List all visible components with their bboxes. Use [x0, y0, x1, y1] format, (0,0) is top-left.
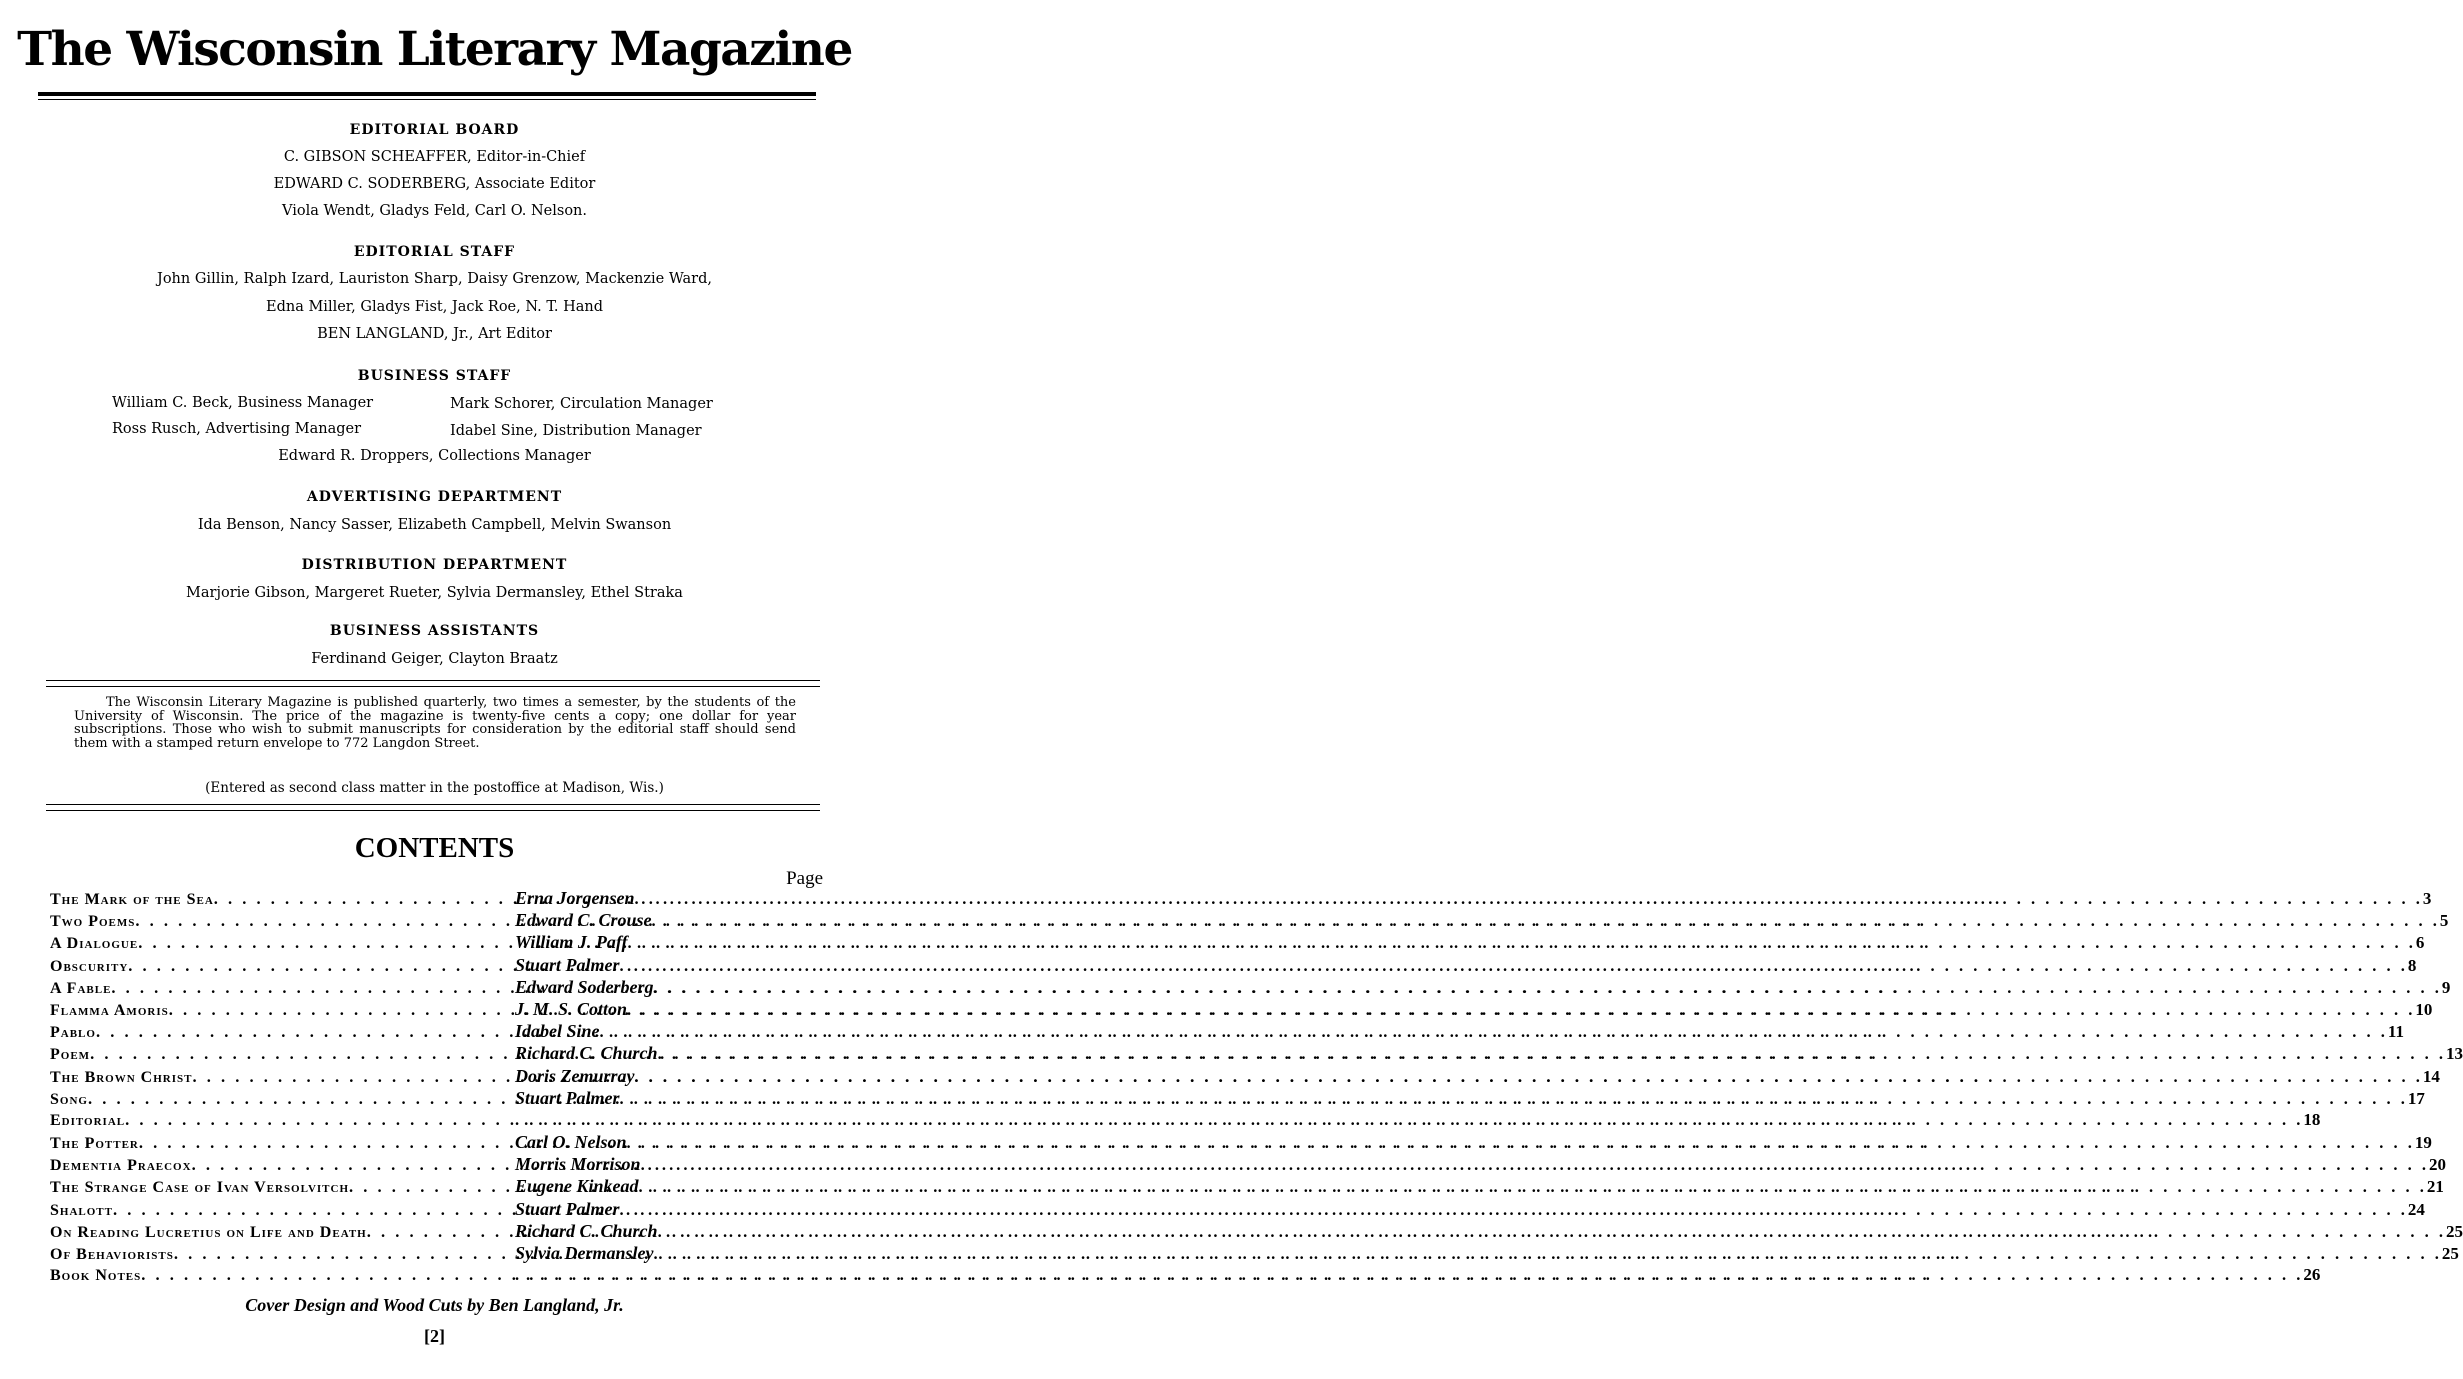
dot-leader [639, 1177, 2427, 1197]
editorial-staff-line: BEN LANGLAND, Jr., Art Editor [317, 326, 552, 342]
dot-leader [620, 1200, 2408, 1220]
advertising-department-heading: ADVERTISING DEPARTMENT [306, 489, 563, 505]
notice-rule-top [46, 680, 820, 681]
toc-entry-title-group [50, 1110, 515, 1130]
toc-entry-page: 9 [2441, 977, 2451, 997]
toc-entry [50, 976, 2451, 999]
toc-entry [50, 1021, 2404, 1043]
dot-leader [600, 1022, 2388, 1042]
dot-leader [658, 1222, 2446, 1242]
editorial-staff-line: John Gillin, Ralph Izard, Lauriston Sharp, Daisy Grenzow, Mackenzie Ward, [157, 271, 712, 287]
toc-entry-title-group [50, 1155, 515, 1175]
toc-entry [50, 1243, 2459, 1265]
toc-entry-page: 11 [2387, 1022, 2404, 1042]
distribution-department-heading: DISTRIBUTION DEPARTMENT [301, 557, 568, 573]
toc-entry-title: Song [50, 1090, 88, 1108]
toc-entry-author-group [515, 1043, 2463, 1064]
toc-entry [50, 1220, 2463, 1243]
toc-entry-title: Flamma Amoris [50, 1001, 169, 1019]
toc-entry-title-group [50, 1044, 515, 1064]
toc-entry-title-group [50, 889, 515, 909]
toc-entry-title: Editorial [50, 1111, 126, 1129]
dot-leader [515, 1110, 2303, 1130]
toc-entry [50, 1043, 2463, 1065]
toc-entry-author-group [515, 1066, 2440, 1087]
toc-entry-author: William J. Paff [515, 932, 628, 953]
toc-entry-title: The Strange Case of Ivan Versolvitch [50, 1179, 350, 1197]
toc-entry [50, 910, 2449, 932]
toc-entry-page: 13 [2445, 1044, 2463, 1064]
toc-entry-title: Obscurity [50, 957, 129, 975]
toc-entry-title: On Reading Lucretius on Life and Death [50, 1223, 367, 1241]
toc-entry-title-group [50, 1067, 515, 1087]
dot-leader [627, 1000, 2415, 1020]
toc-entry-author-group [515, 1176, 2444, 1197]
toc-entry-page: 25 [2445, 1221, 2463, 1241]
toc-entry-page: 20 [2428, 1155, 2446, 1175]
toc-entry-title-group [50, 1177, 515, 1197]
toc-entry-title-group [50, 933, 515, 953]
business-staff-member: Idabel Sine, Distribution Manager [450, 423, 702, 439]
magazine-title: The Wisconsin Literary Magazine [17, 22, 852, 77]
toc-entry-page: 14 [2422, 1066, 2440, 1086]
dot-leader [515, 1265, 2303, 1285]
toc-entry-author: Richard C. Church [515, 1043, 658, 1064]
toc-entry-author: Edward Soderberg [515, 976, 654, 997]
toc-entry [50, 998, 2433, 1021]
toc-entry-author: J. M. S. Cotton [515, 998, 628, 1019]
toc-entry-title: Pablo [50, 1024, 96, 1042]
toc-entry-title-group [50, 1133, 515, 1153]
toc-entry [50, 1265, 2321, 1287]
page-column-label: Page [786, 868, 823, 889]
dot-leader [658, 1044, 2446, 1064]
toc-entry-author-group [515, 1199, 2425, 1220]
toc-entry-title: Book Notes [50, 1267, 142, 1285]
editorial-board-line: Viola Wendt, Gladys Feld, Carl O. Nelson. [281, 203, 588, 219]
publication-notice-text: The Wisconsin Literary Magazine is published quarterly, two times a semester, by the students of the University of Wisconsin. The price of the magazine is twenty-five cents a copy; one dollar for year subscriptions. Those who wish to submit manuscripts for consideration by the editorial staff should send them with a stamped return envelope to 772 Langdon Street. [74, 695, 796, 751]
toc-entry-title: Dementia Praecox [50, 1157, 192, 1175]
page-number: [2] [424, 1326, 445, 1346]
business-staff-heading: BUSINESS STAFF [357, 368, 512, 384]
toc-entry [50, 1065, 2440, 1088]
toc-entry-author: Stuart Palmer [515, 1087, 620, 1108]
dot-leader [641, 1155, 2429, 1175]
dot-leader [635, 889, 2423, 909]
toc-entry-author-group [515, 910, 2448, 931]
cover-credit: Cover Design and Wood Cuts by Ben Langland, Jr. [245, 1295, 624, 1315]
postal-entry-note: (Entered as second class matter in the postoffice at Madison, Wis.) [205, 780, 664, 796]
toc-entry-title: The Mark of the Sea [50, 891, 214, 908]
distribution-department-line: Marjorie Gibson, Margeret Rueter, Sylvia Dermansley, Ethel Straka [186, 585, 683, 601]
toc-entry-page: 26 [2303, 1265, 2321, 1285]
toc-entry [50, 888, 2432, 910]
toc-entry-author: Doris Zemurray [515, 1065, 635, 1086]
toc-entry-title: The Potter [50, 1135, 139, 1153]
toc-entry-title-group [50, 1000, 515, 1020]
toc-entry-author: Stuart Palmer [515, 954, 620, 975]
dot-leader [620, 1089, 2408, 1109]
toc-entry-author: Morris Morrison [515, 1154, 641, 1175]
masthead-rule-thick [38, 92, 816, 96]
toc-entry [50, 1132, 2432, 1154]
toc-entry-page: 8 [2407, 955, 2417, 975]
toc-entry-title-group [50, 1022, 515, 1042]
toc-entry-title-group [50, 911, 515, 931]
toc-entry-title-group [50, 978, 515, 998]
toc-entry-page: 3 [2422, 889, 2432, 908]
business-staff-member: William C. Beck, Business Manager [112, 395, 374, 411]
editorial-board-line: C. GIBSON SCHEAFFER, Editor-in-Chief [283, 149, 586, 165]
notice-rule-top [46, 686, 820, 687]
toc-entry-title: Shalott [50, 1201, 113, 1219]
toc-entry-author-group [515, 1110, 2320, 1130]
editorial-board-line: EDWARD C. SODERBERG, Associate Editor [273, 176, 596, 192]
toc-entry-author-group [515, 1243, 2459, 1264]
toc-entry-title-group [50, 1244, 515, 1264]
toc-entry-page: 17 [2407, 1088, 2425, 1108]
publication-notice [74, 696, 796, 750]
toc-entry-title-group [50, 1089, 515, 1109]
business-staff-member: Mark Schorer, Circulation Manager [450, 396, 713, 412]
toc-entry-author-group [515, 1088, 2425, 1109]
toc-entry-author-group [515, 932, 2424, 953]
toc-entry-author: Edward C. Crouse [515, 910, 652, 931]
toc-entry-author-group [515, 977, 2450, 998]
toc-entry-title-group [50, 1222, 515, 1242]
editorial-staff-heading: EDITORIAL STAFF [353, 244, 516, 260]
toc-entry-title-group [50, 1265, 515, 1285]
toc-entry-author-group [515, 1221, 2463, 1242]
toc-entry-page: 5 [2439, 911, 2449, 931]
toc-entry-title: Of Behaviorists [50, 1246, 174, 1263]
toc-entry-title: A Dialogue [50, 935, 139, 953]
toc-entry-author: Stuart Palmer [515, 1198, 620, 1219]
toc-entry-page: 6 [2415, 933, 2425, 953]
dot-leader [654, 978, 2442, 998]
toc-entry-author: Idabel Sine [515, 1021, 600, 1042]
dot-leader [620, 956, 2408, 976]
toc-entry-title-group [50, 1200, 515, 1220]
toc-entry-author-group [515, 1265, 2320, 1285]
toc-entry-author-group [515, 1021, 2404, 1042]
dot-leader [652, 911, 2440, 931]
toc-entry [50, 1109, 2321, 1132]
toc-entry-page: 24 [2407, 1199, 2425, 1219]
editorial-staff-line: Edna Miller, Gladys Fist, Jack Roe, N. T. Hand [266, 299, 603, 315]
table-of-contents [50, 888, 2463, 1287]
toc-entry-title: Poem [50, 1046, 91, 1064]
toc-entry-title: The Brown Christ [50, 1068, 193, 1086]
toc-entry-title: Two Poems [50, 913, 136, 931]
toc-entry-author-group [515, 1154, 2446, 1175]
toc-entry-author-group [515, 888, 2431, 909]
toc-entry [50, 1198, 2425, 1221]
toc-entry [50, 932, 2425, 954]
toc-entry [50, 954, 2417, 977]
business-assistants-heading: BUSINESS ASSISTANTS [329, 623, 540, 639]
toc-entry-title-group [50, 956, 515, 976]
toc-entry [50, 1087, 2425, 1110]
editorial-board-heading: EDITORIAL BOARD [349, 122, 520, 138]
business-assistants-line: Ferdinand Geiger, Clayton Braatz [311, 651, 558, 667]
dot-leader [628, 933, 2416, 953]
dot-leader [635, 1067, 2423, 1087]
business-staff-member: Ross Rusch, Advertising Manager [112, 421, 362, 437]
toc-entry-page: 19 [2414, 1133, 2432, 1153]
contents-heading: CONTENTS [354, 832, 515, 864]
toc-entry-author-group [515, 999, 2432, 1020]
toc-entry-author-group [515, 955, 2416, 976]
notice-rule-bottom [46, 804, 820, 805]
toc-entry [50, 1176, 2444, 1198]
toc-entry-page: 18 [2303, 1109, 2321, 1129]
toc-entry [50, 1154, 2446, 1176]
masthead-rule-thin [38, 99, 816, 100]
toc-entry-author: Carl O. Nelson [515, 1132, 627, 1153]
toc-entry-page: 21 [2426, 1177, 2444, 1197]
toc-entry-author: Sylvia Dermansley [515, 1243, 654, 1263]
dot-leader [653, 1244, 2441, 1264]
toc-entry-author: Eugene Kinkead [515, 1176, 639, 1197]
toc-entry-page: 25 [2441, 1244, 2459, 1263]
toc-entry-author: Richard C. Church [515, 1220, 658, 1241]
toc-entry-title: A Fable [50, 979, 112, 997]
toc-entry-page: 10 [2415, 999, 2433, 1019]
notice-rule-bottom [46, 810, 820, 811]
toc-entry-author-group [515, 1132, 2432, 1153]
dot-leader [627, 1133, 2415, 1153]
toc-entry-author: Erna Jorgensen [515, 888, 635, 908]
advertising-department-line: Ida Benson, Nancy Sasser, Elizabeth Campbell, Melvin Swanson [197, 517, 672, 533]
business-staff-member: Edward R. Droppers, Collections Manager [278, 448, 591, 464]
